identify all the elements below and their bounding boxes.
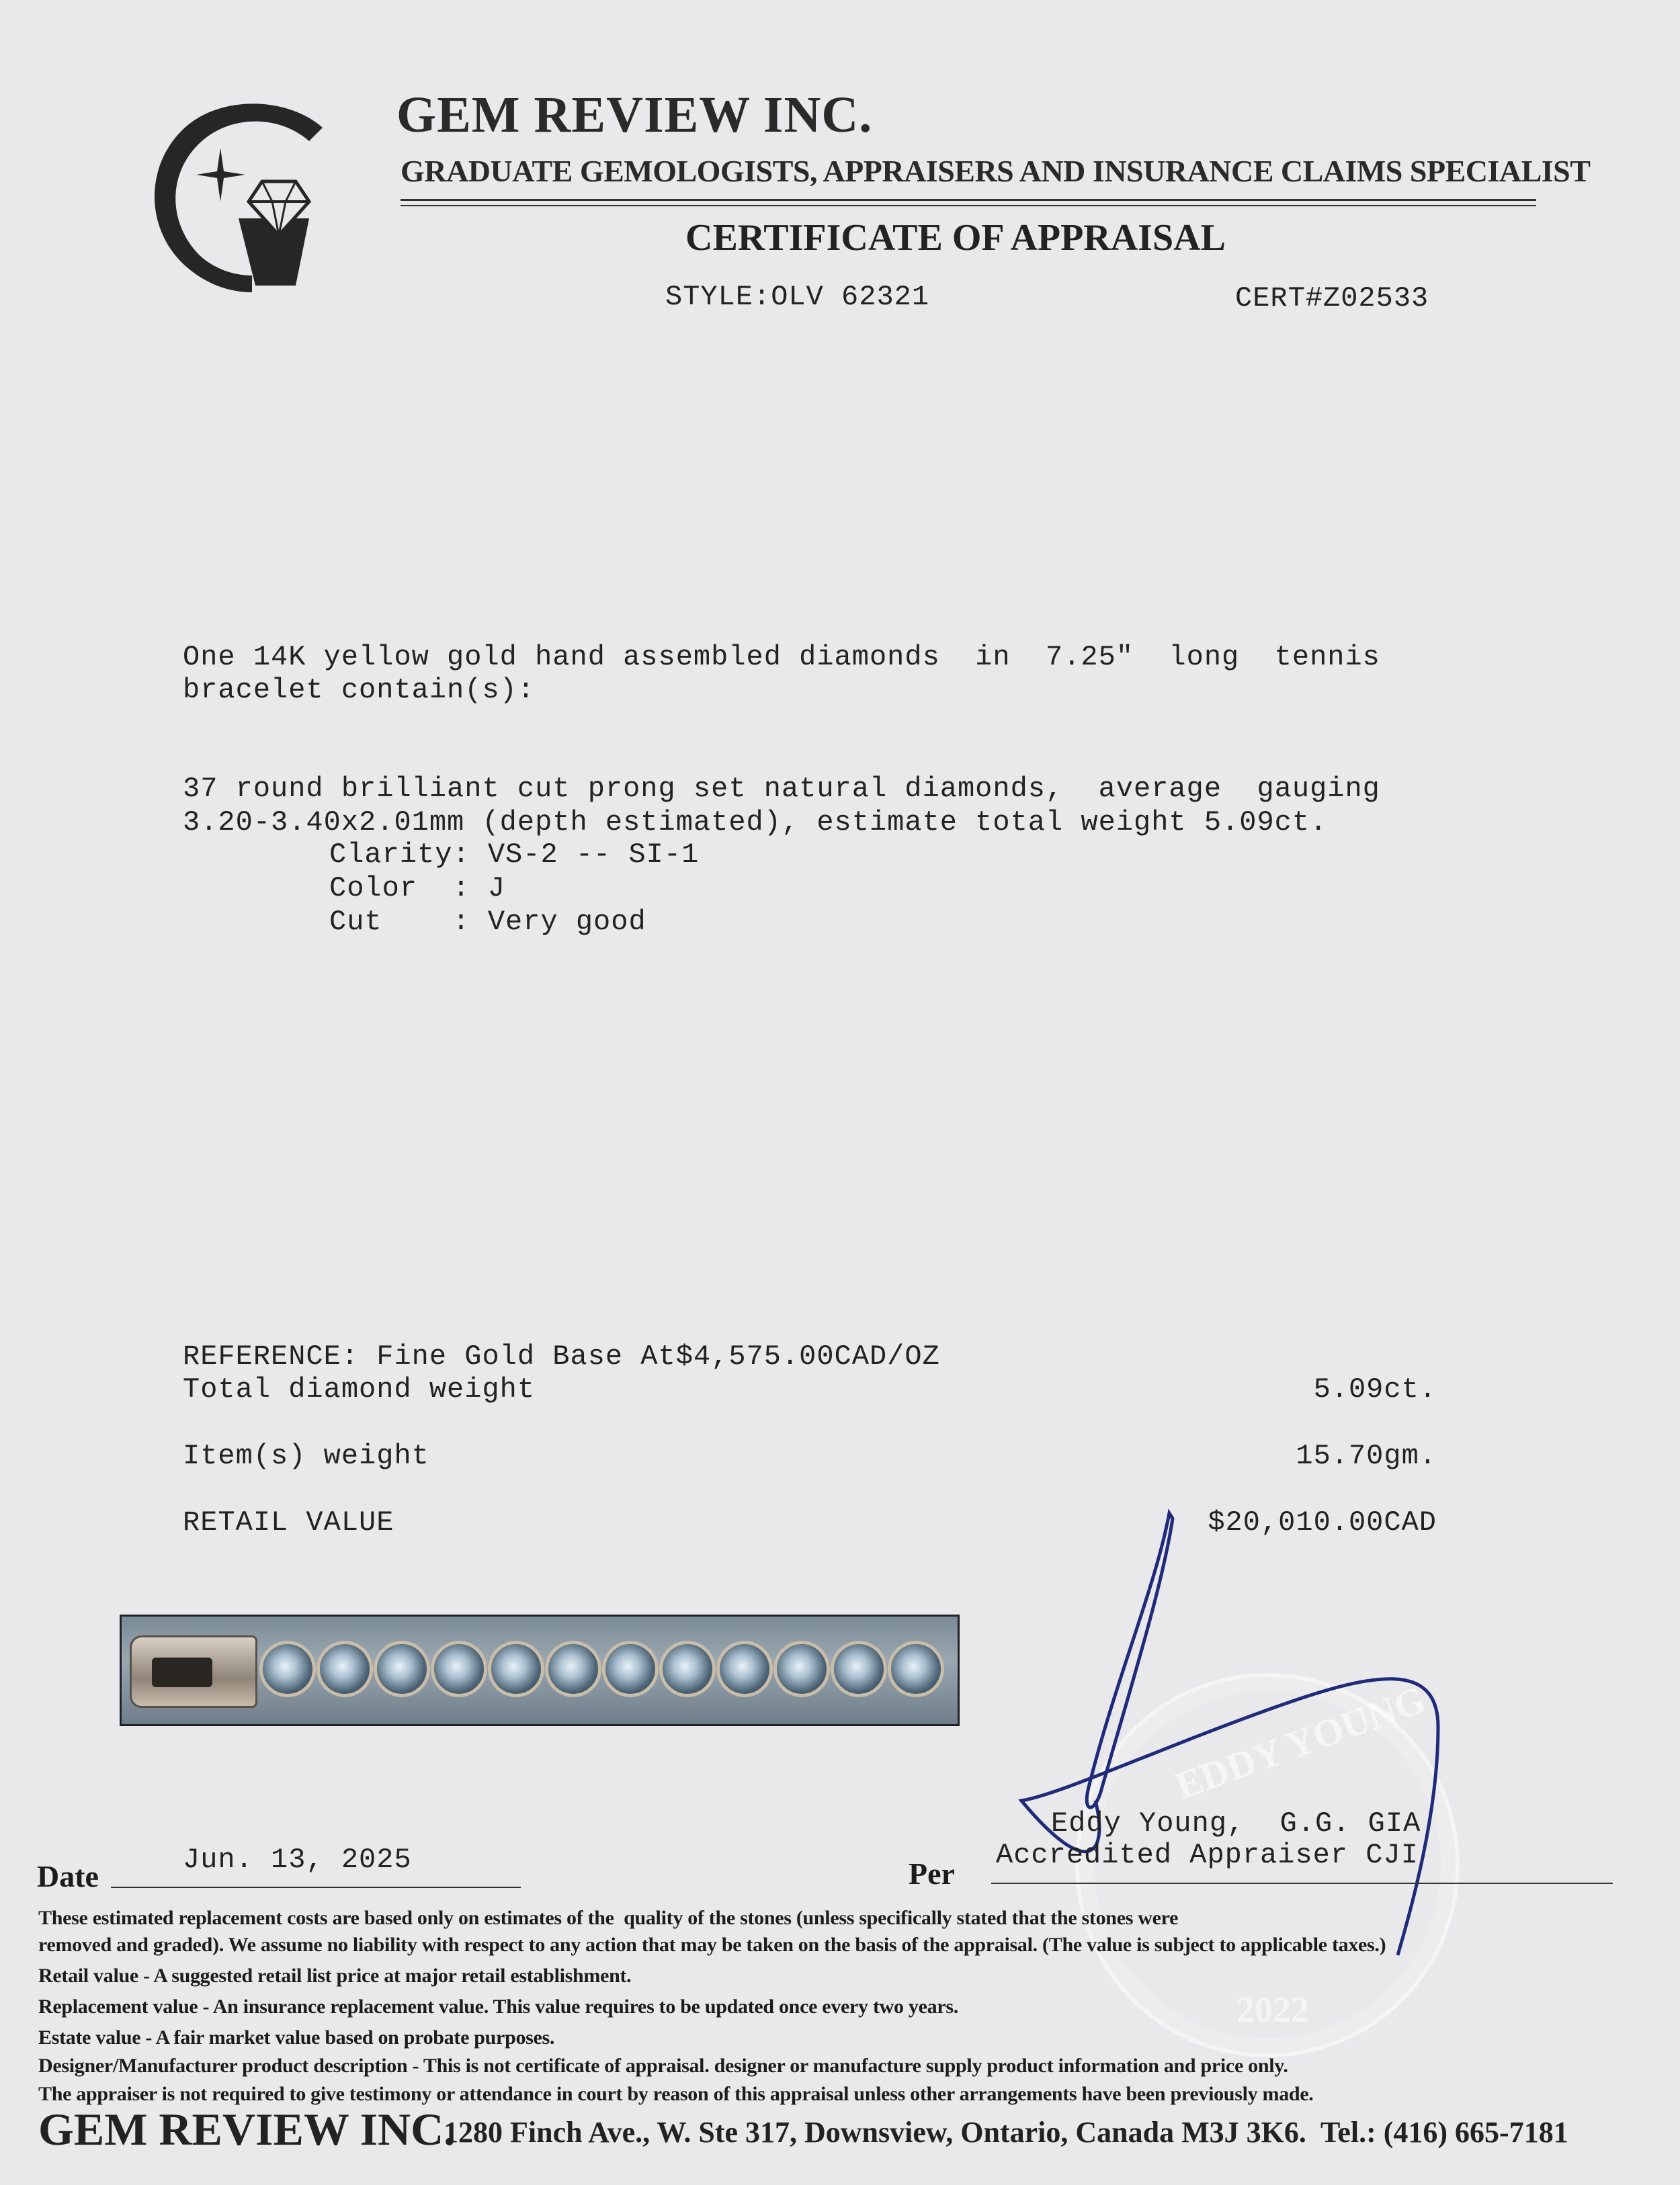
date-value: Jun. 13, 2025 [183, 1844, 412, 1876]
diamond [888, 1641, 944, 1697]
disclaimer-retail: Retail value - A suggested retail list price at major retail establishment. [38, 1965, 632, 1987]
company-name: GEM REVIEW INC. [396, 87, 873, 143]
gem-review-logo-icon [141, 94, 336, 296]
date-label: Date [37, 1859, 99, 1893]
cut-grade: Cut : Very good [329, 906, 646, 938]
header-rule [401, 199, 1536, 201]
date-underline [111, 1887, 521, 1888]
diamond [545, 1641, 601, 1697]
clasp-slot [152, 1658, 212, 1687]
stones-description-line2: 3.20-3.40x2.01mm (depth estimated), estimate total weight 5.09ct. [183, 806, 1328, 839]
item-weight-value: 15.70gm. [1296, 1440, 1437, 1472]
diamond [659, 1641, 716, 1697]
seal-name: EDDY YOUNG [1169, 1677, 1431, 1808]
style-number: STYLE:OLV 62321 [665, 281, 930, 313]
diamond [374, 1641, 430, 1697]
disclaimer-estate: Estate value - A fair market value based on probate purposes. [38, 2026, 555, 2049]
bracelet-clasp [130, 1635, 257, 1708]
seal-year: 2022 [1236, 1989, 1309, 2030]
item-description-line1: One 14K yellow gold hand assembled diamonds in 7.25" long tennis [183, 641, 1380, 673]
diamond-weight-label: Total diamond weight [183, 1373, 536, 1406]
clarity-grade: Clarity: VS-2 -- SI-1 [329, 839, 700, 871]
cert-number: CERT#Z02533 [1235, 282, 1429, 314]
per-label: Per [909, 1856, 955, 1891]
disclaimer-testimony: The appraiser is not required to give testimony or attendance in court by reason of this appraisal unless other arrangements have been previously made. [38, 2083, 1314, 2105]
diamond [602, 1641, 659, 1697]
diamond-weight-value: 5.09ct. [1313, 1373, 1437, 1406]
diamond [431, 1641, 487, 1697]
item-description-line2: bracelet contain(s): [183, 674, 536, 706]
per-underline [991, 1883, 1613, 1884]
diamond [831, 1641, 887, 1697]
color-grade: Color : J [329, 872, 506, 904]
certificate-title: CERTIFICATE OF APPRAISAL [685, 217, 1226, 259]
disclaimer-replacement: Replacement value - An insurance replacement value. This value requires to be updated once every two years. [38, 1996, 958, 2018]
stones-description-line1: 37 round brilliant cut prong set natural diamonds, average gauging [183, 773, 1380, 805]
diamond [716, 1641, 773, 1697]
retail-value-label: RETAIL VALUE [183, 1506, 394, 1539]
footer-company-name: GEM REVIEW INC. [38, 2104, 456, 2155]
disclaimer-line1: These estimated replacement costs are based only on estimates of the quality of the stones (unless specifically stated that the stones were [38, 1907, 1179, 1929]
footer-address: 1280 Finch Ave., W. Ste 317, Downsview, Ontario, Canada M3J 3K6. Tel.: (416) 665-7181 [444, 2116, 1568, 2149]
bracelet-photo [120, 1615, 960, 1726]
appraiser-name: Eddy Young, G.G. GIA [1051, 1807, 1421, 1840]
disclaimer-line2: removed and graded). We assume no liability with respect to any action that may be taken on the basis of the appraisal. (The value is subject to applicable taxes.) [38, 1934, 1386, 1956]
company-tagline: GRADUATE GEMOLOGISTS, APPRAISERS AND INSURANCE CLAIMS SPECIALIST [401, 154, 1591, 188]
item-weight-label: Item(s) weight [183, 1440, 429, 1472]
appraiser-role: Accredited Appraiser CJI [996, 1839, 1419, 1871]
gold-reference: REFERENCE: Fine Gold Base At$4,575.00CAD/OZ [183, 1340, 940, 1373]
diamond [317, 1641, 373, 1697]
header-rule-thin [401, 205, 1536, 206]
handwritten-signature [995, 1505, 1478, 1962]
diamond [259, 1641, 316, 1697]
disclaimer-designer: Designer/Manufacturer product description - This is not certificate of appraisal. designer or manufacture supply product information and price only. [38, 2055, 1288, 2077]
diamond [773, 1641, 830, 1697]
retail-value-amount: $20,010.00CAD [1208, 1506, 1437, 1539]
diamond [488, 1641, 544, 1697]
